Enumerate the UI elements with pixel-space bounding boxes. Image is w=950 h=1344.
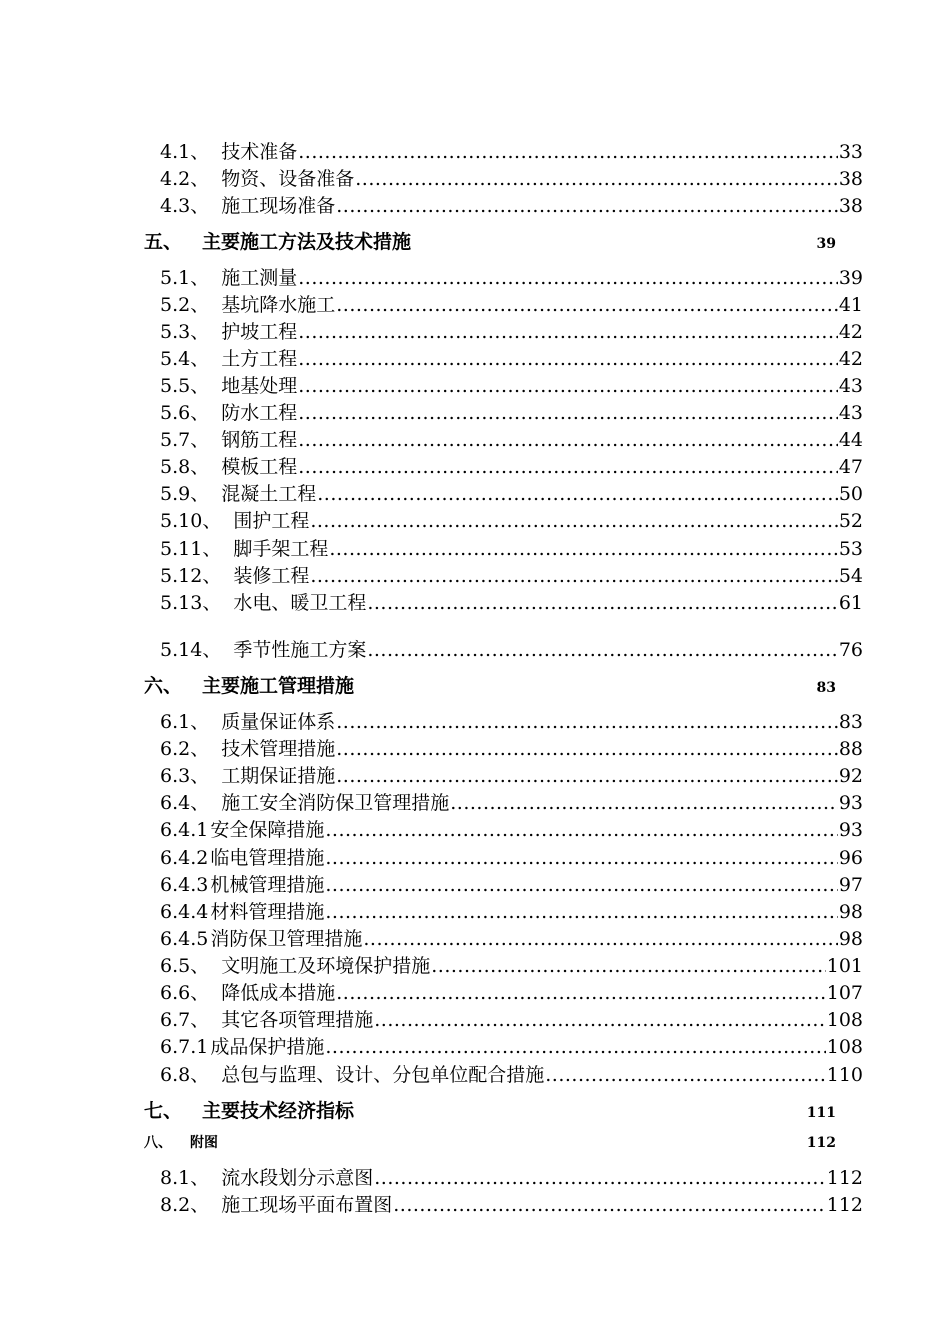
entry-number: 8.1 [160,1167,191,1189]
entry-page-number: 33 [838,141,863,163]
entry-title: 施工现场平面布置图 [221,1194,393,1216]
toc-entry-5-1[interactable] [160,266,863,290]
entry-separator: 、 [202,565,222,587]
dot-leader [363,927,837,951]
entry-separator: 、 [190,348,210,370]
entry-title: 围护工程 [233,510,310,532]
entry-number: 6.4.2 [160,847,209,869]
entry-page-number: 76 [838,639,863,661]
entry-page-number: 50 [838,483,863,505]
entry-title: 模板工程 [221,456,298,478]
section-title: 主要施工方法及技术措施 [202,231,412,253]
entry-title: 施工安全消防保卫管理措施 [221,792,450,814]
entry-number: 5.2 [160,294,191,316]
dot-leader [431,954,825,978]
entry-separator: 、 [190,402,210,424]
toc-section-7[interactable] [144,1098,836,1124]
entry-number: 5.7 [160,429,191,451]
section-number: 六 [144,675,164,697]
entry-number: 5.8 [160,456,191,478]
entry-page-number: 108 [826,1009,863,1031]
dot-leader [374,1008,825,1032]
entry-page-number: 43 [838,375,863,397]
dot-leader [310,509,837,533]
dot-leader [336,194,838,218]
entry-separator: 、 [190,1167,210,1189]
entry-number: 5.1 [160,267,191,289]
entry-number: 6.7 [160,1009,191,1031]
dot-leader [317,482,838,506]
dot-leader [336,293,838,317]
toc-entry-5-10[interactable] [160,509,863,533]
entry-title: 文明施工及环境保护措施 [221,955,431,977]
toc-entry-5-4[interactable] [160,347,863,371]
entry-title: 水电、暖卫工程 [233,592,367,614]
section-title: 附图 [190,1135,218,1151]
entry-number: 5.9 [160,483,191,505]
section-page-number: 111 [806,1105,836,1121]
dot-leader [374,1166,825,1190]
section-separator: 、 [163,1100,183,1122]
entry-title: 脚手架工程 [233,538,329,560]
dot-leader [367,638,837,662]
toc-entry-5-7[interactable] [160,428,863,452]
dot-leader [336,981,825,1005]
entry-separator: 、 [190,141,210,163]
entry-page-number: 42 [838,348,863,370]
entry-title: 技术管理措施 [221,738,336,760]
dot-leader [325,900,837,924]
entry-page-number: 96 [838,847,863,869]
toc-entry-6-4-5[interactable] [160,927,863,951]
entry-page-number: 101 [826,955,863,977]
entry-separator: 、 [190,456,210,478]
entry-number: 5.3 [160,321,191,343]
entry-page-number: 107 [826,982,863,1004]
toc-entry-5-8[interactable] [160,455,863,479]
entry-title: 技术准备 [221,141,298,163]
entry-title: 土方工程 [221,348,298,370]
dot-leader [298,374,838,398]
section-number: 五 [144,231,164,253]
entry-page-number: 88 [838,738,863,760]
dot-leader [545,1063,825,1087]
entry-page-number: 61 [838,592,863,614]
toc-entry-4-2[interactable] [160,167,863,191]
entry-title: 基坑降水施工 [221,294,336,316]
entry-page-number: 97 [838,874,863,896]
section-number: 八 [144,1135,158,1151]
dot-leader [298,266,838,290]
entry-number: 6.2 [160,738,191,760]
toc-entry-4-1[interactable] [160,140,863,164]
dot-leader [325,1035,825,1059]
entry-title: 成品保护措施 [210,1036,325,1058]
toc-entry-6-4-4[interactable] [160,900,863,924]
entry-title: 安全保障措施 [210,819,325,841]
entry-title: 工期保证措施 [221,765,336,787]
toc-entry-5-6[interactable] [160,401,863,425]
entry-title: 机械管理措施 [210,874,325,896]
entry-number: 5.12 [160,565,203,587]
toc-entry-5-3[interactable] [160,320,863,344]
dot-leader [329,537,837,561]
dot-leader [336,764,838,788]
entry-number: 6.4.3 [160,874,209,896]
entry-page-number: 53 [838,538,863,560]
toc-entry-5-14[interactable] [160,638,863,662]
entry-number: 6.7.1 [160,1036,209,1058]
entry-page-number: 112 [826,1194,863,1216]
entry-separator: 、 [190,321,210,343]
entry-title: 材料管理措施 [210,901,325,923]
toc-entry-6-2[interactable] [160,737,863,761]
entry-title: 降低成本措施 [221,982,336,1004]
toc-entry-5-12[interactable] [160,564,863,588]
entry-page-number: 44 [838,429,863,451]
entry-separator: 、 [190,483,210,505]
dot-leader [325,846,837,870]
toc-entry-8-1[interactable] [160,1166,863,1190]
toc-entry-6-4-2[interactable] [160,846,863,870]
dot-leader [298,428,838,452]
toc-entry-6-4[interactable] [160,791,863,815]
section-number: 七 [144,1100,164,1122]
dot-leader [310,564,837,588]
entry-number: 5.13 [160,592,203,614]
entry-number: 6.8 [160,1064,191,1086]
entry-number: 5.14 [160,639,203,661]
entry-separator: 、 [190,982,210,1004]
entry-separator: 、 [190,168,210,190]
entry-page-number: 93 [838,819,863,841]
toc-entry-6-4-1[interactable] [160,818,863,842]
entry-title: 施工测量 [221,267,298,289]
toc-entry-6-8[interactable] [160,1063,863,1087]
toc-entry-6-1[interactable] [160,710,863,734]
entry-page-number: 54 [838,565,863,587]
entry-page-number: 47 [838,456,863,478]
entry-page-number: 39 [838,267,863,289]
entry-title: 总包与监理、设计、分包单位配合措施 [221,1064,545,1086]
entry-number: 5.5 [160,375,191,397]
dot-leader [298,401,838,425]
toc-entry-4-3[interactable] [160,194,863,218]
dot-leader [325,818,837,842]
entry-title: 施工现场准备 [221,195,336,217]
entry-separator: 、 [190,429,210,451]
toc-entry-6-4-3[interactable] [160,873,863,897]
toc-section-8[interactable] [144,1130,836,1156]
entry-number: 4.1 [160,141,191,163]
section-page-number: 112 [806,1135,836,1151]
entry-page-number: 43 [838,402,863,424]
entry-number: 4.2 [160,168,191,190]
toc-entry-6-7-1[interactable] [160,1035,863,1059]
entry-separator: 、 [202,592,222,614]
entry-separator: 、 [190,1194,210,1216]
entry-number: 5.11 [160,538,203,560]
entry-separator: 、 [190,375,210,397]
entry-page-number: 112 [826,1167,863,1189]
entry-title: 质量保证体系 [221,711,336,733]
section-separator: 、 [163,675,183,697]
entry-separator: 、 [190,1064,210,1086]
entry-title: 钢筋工程 [221,429,298,451]
entry-title: 装修工程 [233,565,310,587]
entry-separator: 、 [190,955,210,977]
entry-page-number: 98 [838,928,863,950]
entry-page-number: 38 [838,168,863,190]
entry-separator: 、 [190,267,210,289]
entry-number: 6.4.1 [160,819,209,841]
entry-number: 6.4.5 [160,928,209,950]
entry-separator: 、 [190,792,210,814]
toc-entry-6-6[interactable] [160,981,863,1005]
entry-title: 防水工程 [221,402,298,424]
toc-section-6[interactable] [144,673,836,699]
toc-entry-8-2[interactable] [160,1193,863,1217]
entry-page-number: 98 [838,901,863,923]
entry-title: 混凝土工程 [221,483,317,505]
entry-title: 其它各项管理措施 [221,1009,374,1031]
entry-title: 地基处理 [221,375,298,397]
entry-number: 6.3 [160,765,191,787]
dot-leader [393,1193,825,1217]
entry-number: 4.3 [160,195,191,217]
section-page-number: 83 [816,680,836,696]
section-separator: 、 [158,1135,172,1151]
entry-separator: 、 [190,1009,210,1031]
toc-entry-5-2[interactable] [160,293,863,317]
entry-number: 5.10 [160,510,203,532]
entry-title: 护坡工程 [221,321,298,343]
toc-entry-5-11[interactable] [160,537,863,561]
entry-title: 季节性施工方案 [233,639,367,661]
entry-title: 流水段划分示意图 [221,1167,374,1189]
dot-leader [325,873,837,897]
entry-separator: 、 [190,195,210,217]
entry-separator: 、 [190,738,210,760]
section-title: 主要技术经济指标 [202,1100,355,1122]
entry-separator: 、 [202,510,222,532]
dot-leader [298,347,838,371]
entry-number: 5.4 [160,348,191,370]
toc-entry-6-3[interactable] [160,764,863,788]
entry-separator: 、 [190,765,210,787]
dot-leader [298,455,838,479]
dot-leader [336,710,838,734]
entry-page-number: 41 [838,294,863,316]
section-page-number: 39 [816,236,836,252]
dot-leader [367,591,837,615]
entry-page-number: 38 [838,195,863,217]
entry-number: 5.6 [160,402,191,424]
toc-section-5[interactable] [144,229,836,255]
toc-entry-6-7[interactable] [160,1008,863,1032]
entry-separator: 、 [202,538,222,560]
entry-page-number: 110 [826,1064,863,1086]
entry-title: 临电管理措施 [210,847,325,869]
entry-page-number: 93 [838,792,863,814]
entry-number: 6.4 [160,792,191,814]
toc-entry-5-5[interactable] [160,374,863,398]
entry-page-number: 108 [826,1036,863,1058]
entry-page-number: 52 [838,510,863,532]
dot-leader [336,737,838,761]
entry-page-number: 92 [838,765,863,787]
dot-leader [450,791,838,815]
toc-entry-5-13[interactable] [160,591,863,615]
entry-number: 6.6 [160,982,191,1004]
entry-title: 消防保卫管理措施 [210,928,363,950]
section-separator: 、 [163,231,183,253]
entry-separator: 、 [190,294,210,316]
dot-leader [298,140,838,164]
toc-entry-5-9[interactable] [160,482,863,506]
entry-separator: 、 [190,711,210,733]
entry-title: 物资、设备准备 [221,168,355,190]
entry-page-number: 83 [838,711,863,733]
entry-separator: 、 [202,639,222,661]
entry-number: 6.4.4 [160,901,209,923]
toc-entry-6-5[interactable] [160,954,863,978]
entry-number: 6.1 [160,711,191,733]
entry-number: 8.2 [160,1194,191,1216]
section-title: 主要施工管理措施 [202,675,355,697]
entry-number: 6.5 [160,955,191,977]
entry-page-number: 42 [838,321,863,343]
dot-leader [355,167,838,191]
dot-leader [298,320,838,344]
